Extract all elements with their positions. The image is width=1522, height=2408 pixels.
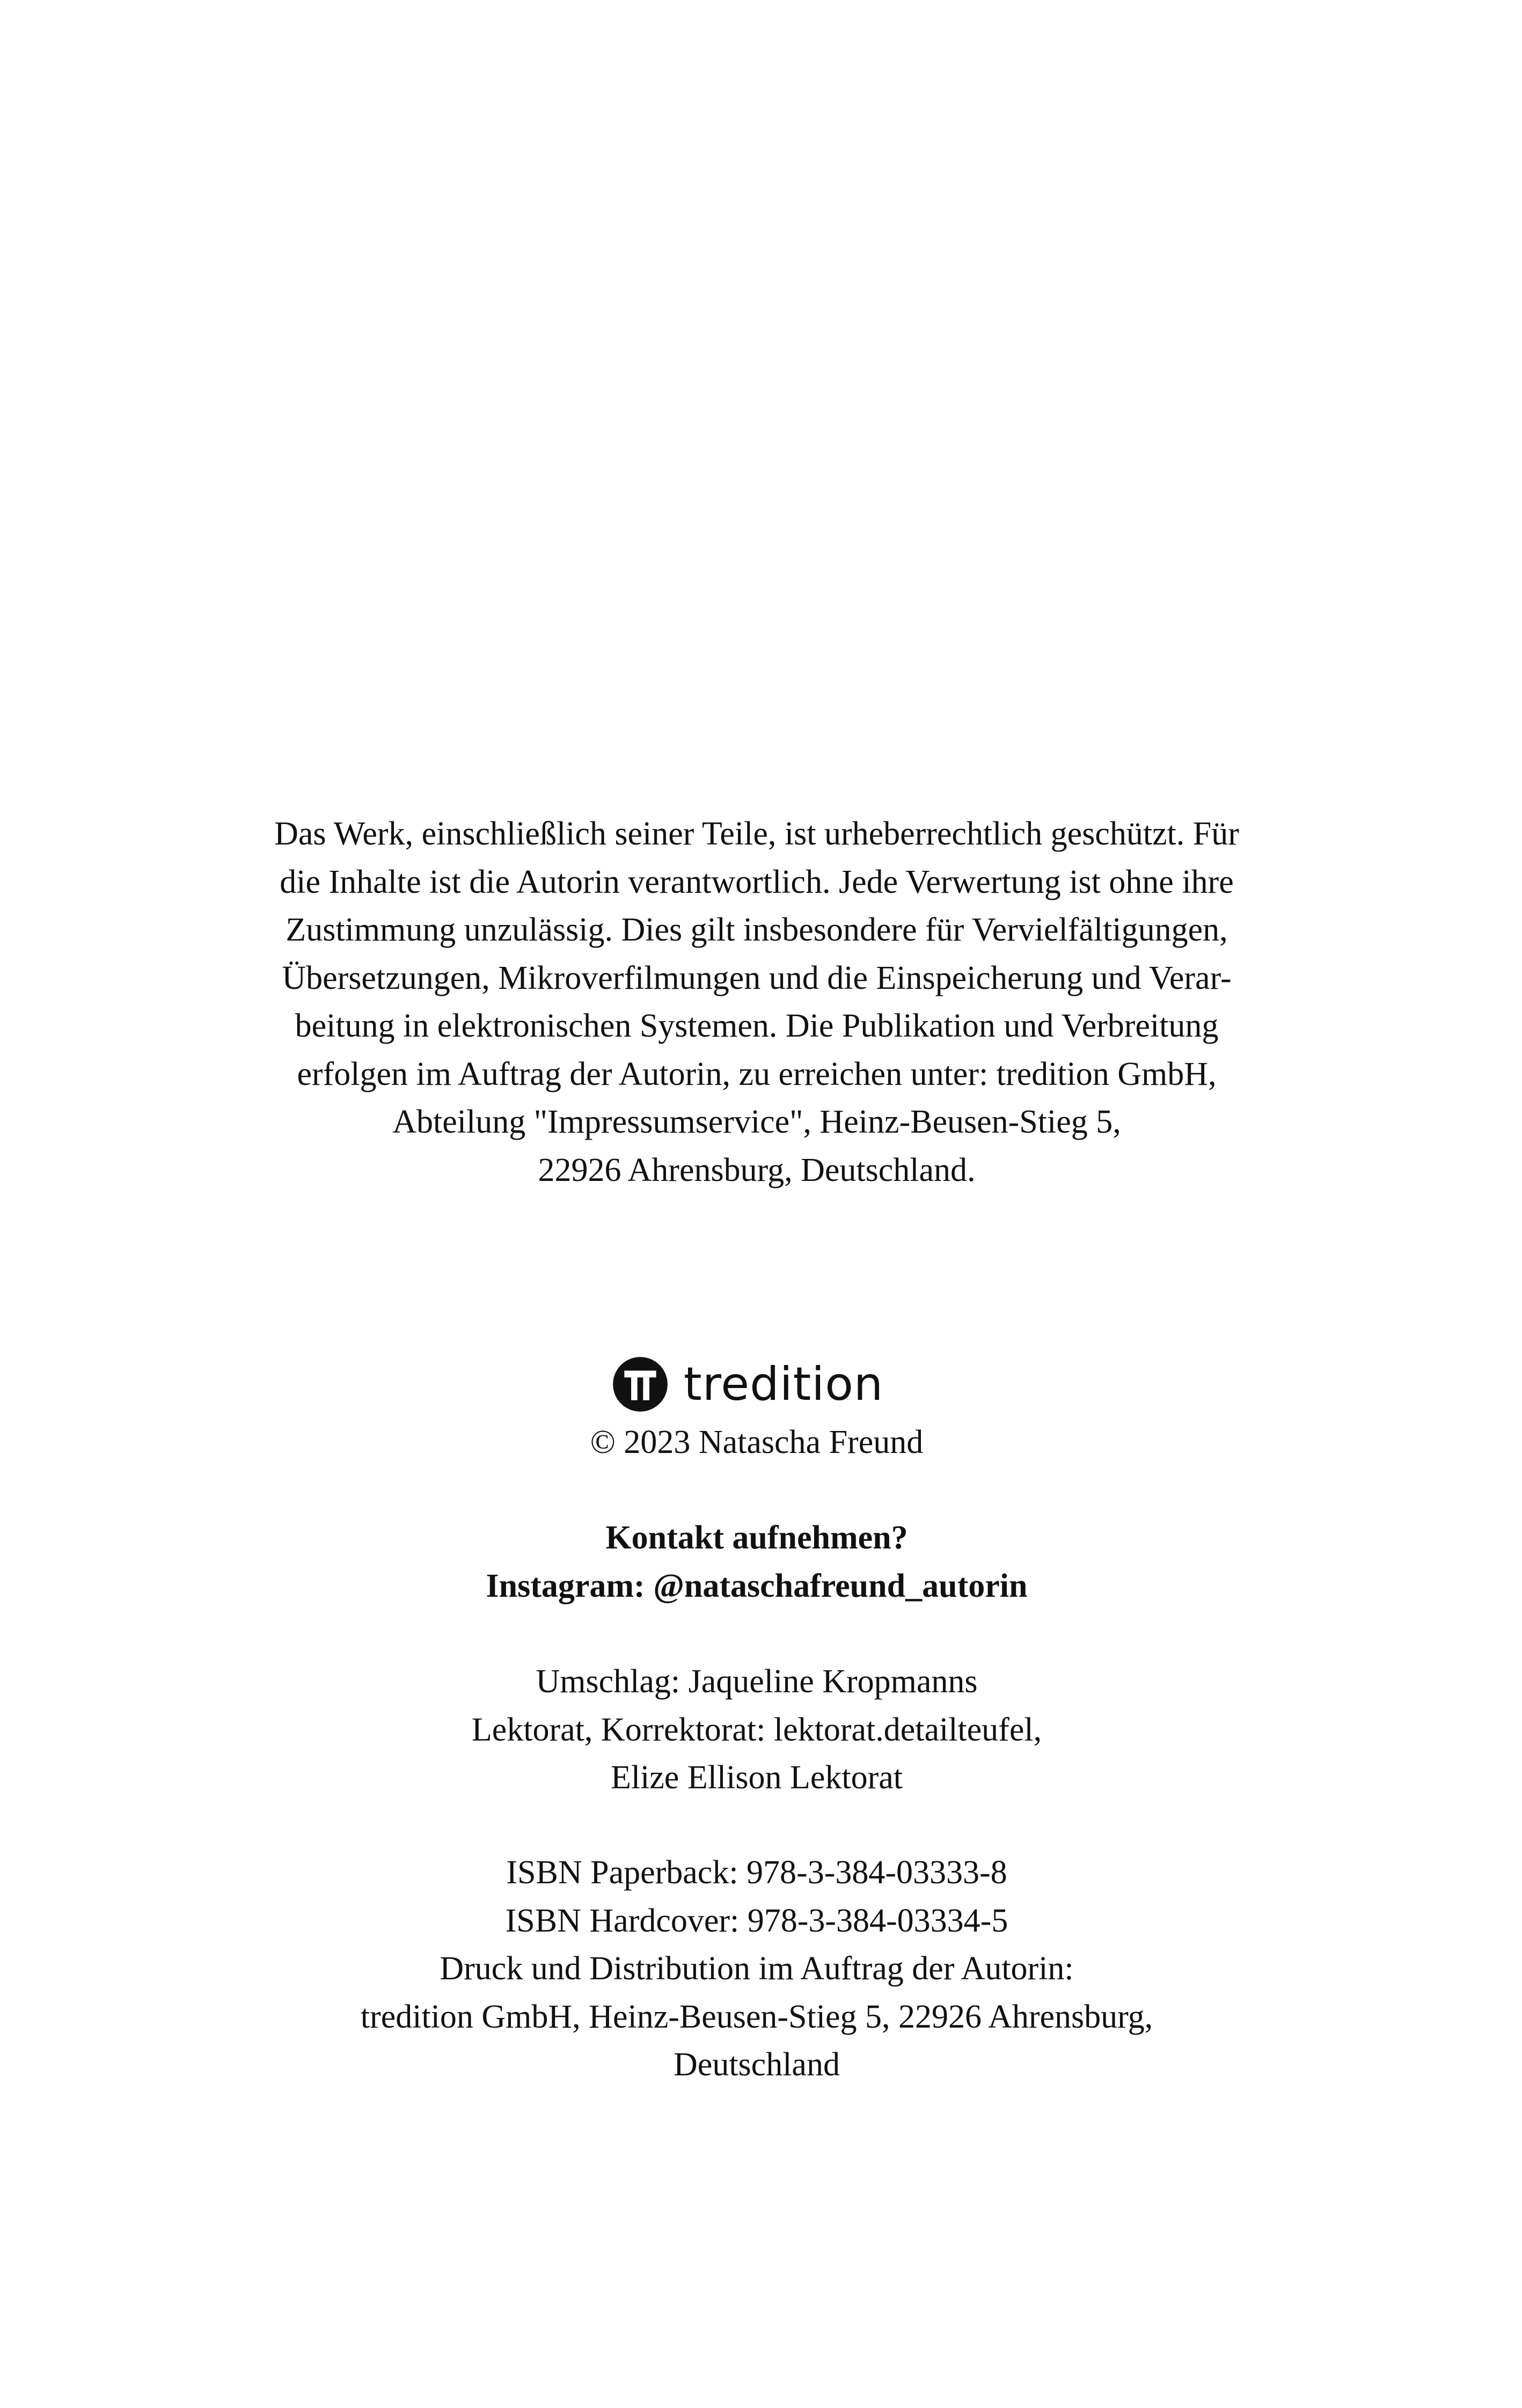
credits — [177, 1658, 1336, 1802]
contact-info — [177, 1514, 1336, 1610]
legal-notice-line: beitung in elektronischen Systemen. Die Publikation und Verbreitung — [295, 1008, 1219, 1044]
copyright-text: © 2023 Natascha Freund — [590, 1424, 924, 1460]
distribution-text: Druck und Distribution im Auftrag der Autorin: — [440, 1950, 1074, 1987]
legal-notice-line: Übersetzungen, Mikroverfilmungen und die Einspeicherung und Verar- — [282, 959, 1232, 996]
distribution-text: tredition GmbH, Heinz-Beusen-Stieg 5, 22926 Ahrensburg, — [360, 1998, 1153, 2035]
editing-credit: Elize Ellison Lektorat — [610, 1759, 903, 1796]
copyright-notice — [177, 1419, 1336, 1467]
legal-notice-line: Zustimmung unzulässig. Dies gilt insbesondere für Vervielfältigungen, — [286, 912, 1228, 948]
legal-notice-line: erfolgen im Auftrag der Autorin, zu erreichen unter: tredition GmbH, — [297, 1055, 1217, 1092]
isbn-and-distribution — [177, 1849, 1336, 2089]
legal-notice-line: 22926 Ahrensburg, Deutschland. — [538, 1151, 976, 1188]
distribution-text: Deutschland — [674, 2046, 840, 2083]
isbn-paperback: ISBN Paperback: 978-3-384-03333-8 — [506, 1854, 1007, 1891]
instagram-handle: Instagram: @nataschafreund_autorin — [486, 1567, 1028, 1604]
isbn-hardcover: ISBN Hardcover: 978-3-384-03334-5 — [505, 1902, 1008, 1939]
legal-notice-line: Das Werk, einschließlich seiner Teile, ist urheberrechtlich geschützt. Für — [274, 816, 1239, 852]
tredition-logo-icon — [612, 1356, 669, 1413]
tredition-logo — [612, 1347, 912, 1422]
legal-notice-line: Abteilung "Impressumservice", Heinz-Beusen-Stieg 5, — [392, 1104, 1121, 1140]
tredition-wordmark: tredition — [684, 1357, 884, 1411]
legal-notice-line: die Inhalte ist die Autorin verantwortlich. Jede Verwertung ist ohne ihre — [280, 863, 1234, 900]
editing-credit: Lektorat, Korrektorat: lektorat.detailteufel, — [471, 1711, 1042, 1748]
legal-notice — [177, 810, 1336, 1194]
cover-credit: Umschlag: Jaqueline Kropmanns — [536, 1663, 978, 1700]
contact-heading: Kontakt aufnehmen? — [605, 1519, 908, 1556]
